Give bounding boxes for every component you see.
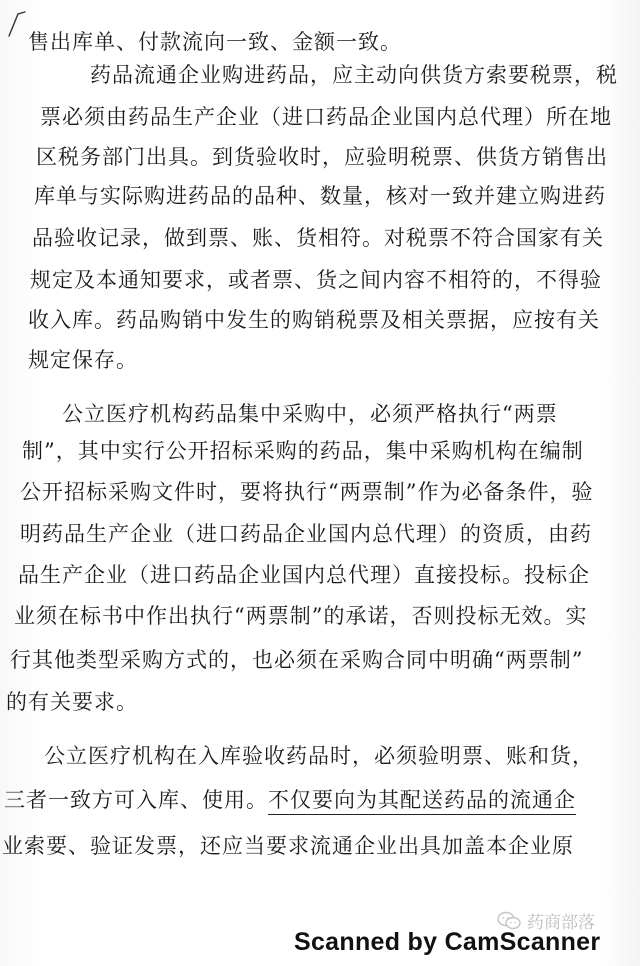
text-line-12: 公开招标采购文件时，要将执行“两票制”作为必备条件，验 xyxy=(20,480,594,504)
text-line-1: 售出库单、付款流向一致、金额一致。 xyxy=(28,30,402,54)
text-line-10: 公立医疗机构药品集中采购中，必须严格执行“两票 xyxy=(62,402,558,426)
text-line-3: 票必须由药品生产企业（进口药品企业国内总代理）所在地 xyxy=(40,105,612,129)
text-line-6: 品验收记录，做到票、账、货相符。对税票不符合国家有关 xyxy=(32,226,604,250)
watermark-text: 药商部落 xyxy=(527,913,595,933)
camscanner-footer: Scanned by CamScanner xyxy=(294,928,601,956)
text-line-15: 业须在标书中作出执行“两票制”的承诺，否则投标无效。实 xyxy=(14,604,588,628)
text-line-17: 的有关要求。 xyxy=(6,690,138,714)
text-line-19 xyxy=(4,786,576,814)
text-line-14: 品生产企业（进口药品企业国内总代理）直接投标。投标企 xyxy=(18,563,590,587)
text-line-18: 公立医疗机构在入库验收药品时，必须验明票、账和货， xyxy=(44,744,594,768)
text-line-8: 收入库。药品购销中发生的购销税票及相关票据，应按有关 xyxy=(28,308,600,332)
text-line-20: 业索要、验证发票，还应当要求流通企业出具加盖本企业原 xyxy=(2,834,574,858)
text-line-4: 区税务部门出具。到货验收时，应验明税票、供货方销售出 xyxy=(36,145,608,169)
text-line-13: 明药品生产企业（进口药品企业国内总代理）的资质，由药 xyxy=(20,522,592,546)
pen-mark-icon xyxy=(6,10,28,40)
underlined-text: 不仅要向为其配送药品的流通企 xyxy=(268,788,576,815)
text-line-2: 药品流通企业购进药品，应主动向供货方索要税票，税 xyxy=(90,63,618,87)
text-line-7: 规定及本通知要求，或者票、货之间内容不相符的，不得验 xyxy=(30,268,602,292)
text-line-9: 规定保存。 xyxy=(28,348,138,372)
text-line-19-start: 三者一致方可入库、使用。 xyxy=(4,788,268,812)
text-line-11: 制”，其中实行公开招标采购的药品，集中采购机构在编制 xyxy=(22,439,584,463)
text-line-5: 库单与实际购进药品的品种、数量，核对一致并建立购进药 xyxy=(34,184,606,208)
text-line-16: 行其他类型采购方式的，也必须在采购合同中明确“两票制” xyxy=(10,648,584,672)
